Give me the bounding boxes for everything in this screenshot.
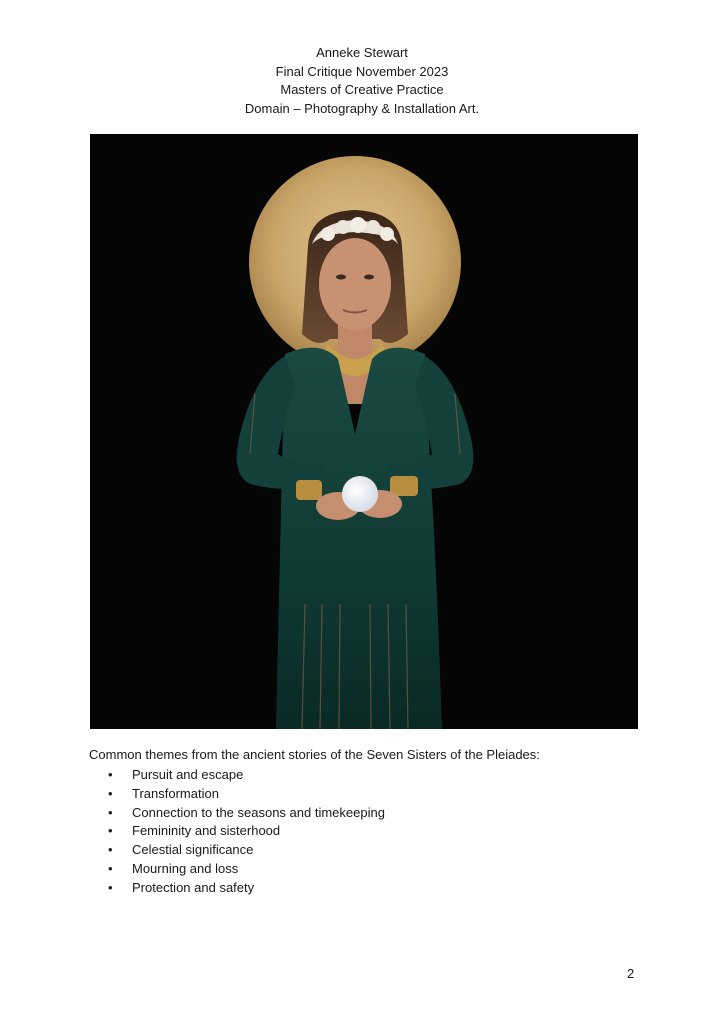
list-item: • Transformation xyxy=(106,785,385,804)
crystal-orb xyxy=(342,476,378,512)
document-header xyxy=(0,44,724,118)
domain-line: Domain – Photography & Installation Art. xyxy=(244,100,480,116)
author-name: Anneke Stewart xyxy=(316,45,408,60)
critique-title: Final Critique November 2023 xyxy=(275,63,449,79)
face xyxy=(319,238,391,330)
list-item: • Mourning and loss xyxy=(106,860,385,879)
page-number: 2 xyxy=(627,966,635,981)
portrait-illustration xyxy=(90,134,638,729)
list-item: • Pursuit and escape xyxy=(106,766,385,785)
themes-list xyxy=(106,766,385,898)
list-item: • Protection and safety xyxy=(106,879,385,898)
themes-intro: Common themes from the ancient stories of the Seven Sisters of the Pleiades: xyxy=(89,747,540,762)
list-item: • Celestial significance xyxy=(106,841,385,860)
portrait-photo xyxy=(90,134,638,729)
list-item: • Femininity and sisterhood xyxy=(106,822,385,841)
list-item: • Connection to the seasons and timekeeping xyxy=(106,804,385,823)
program-name: Masters of Creative Practice xyxy=(280,82,444,97)
